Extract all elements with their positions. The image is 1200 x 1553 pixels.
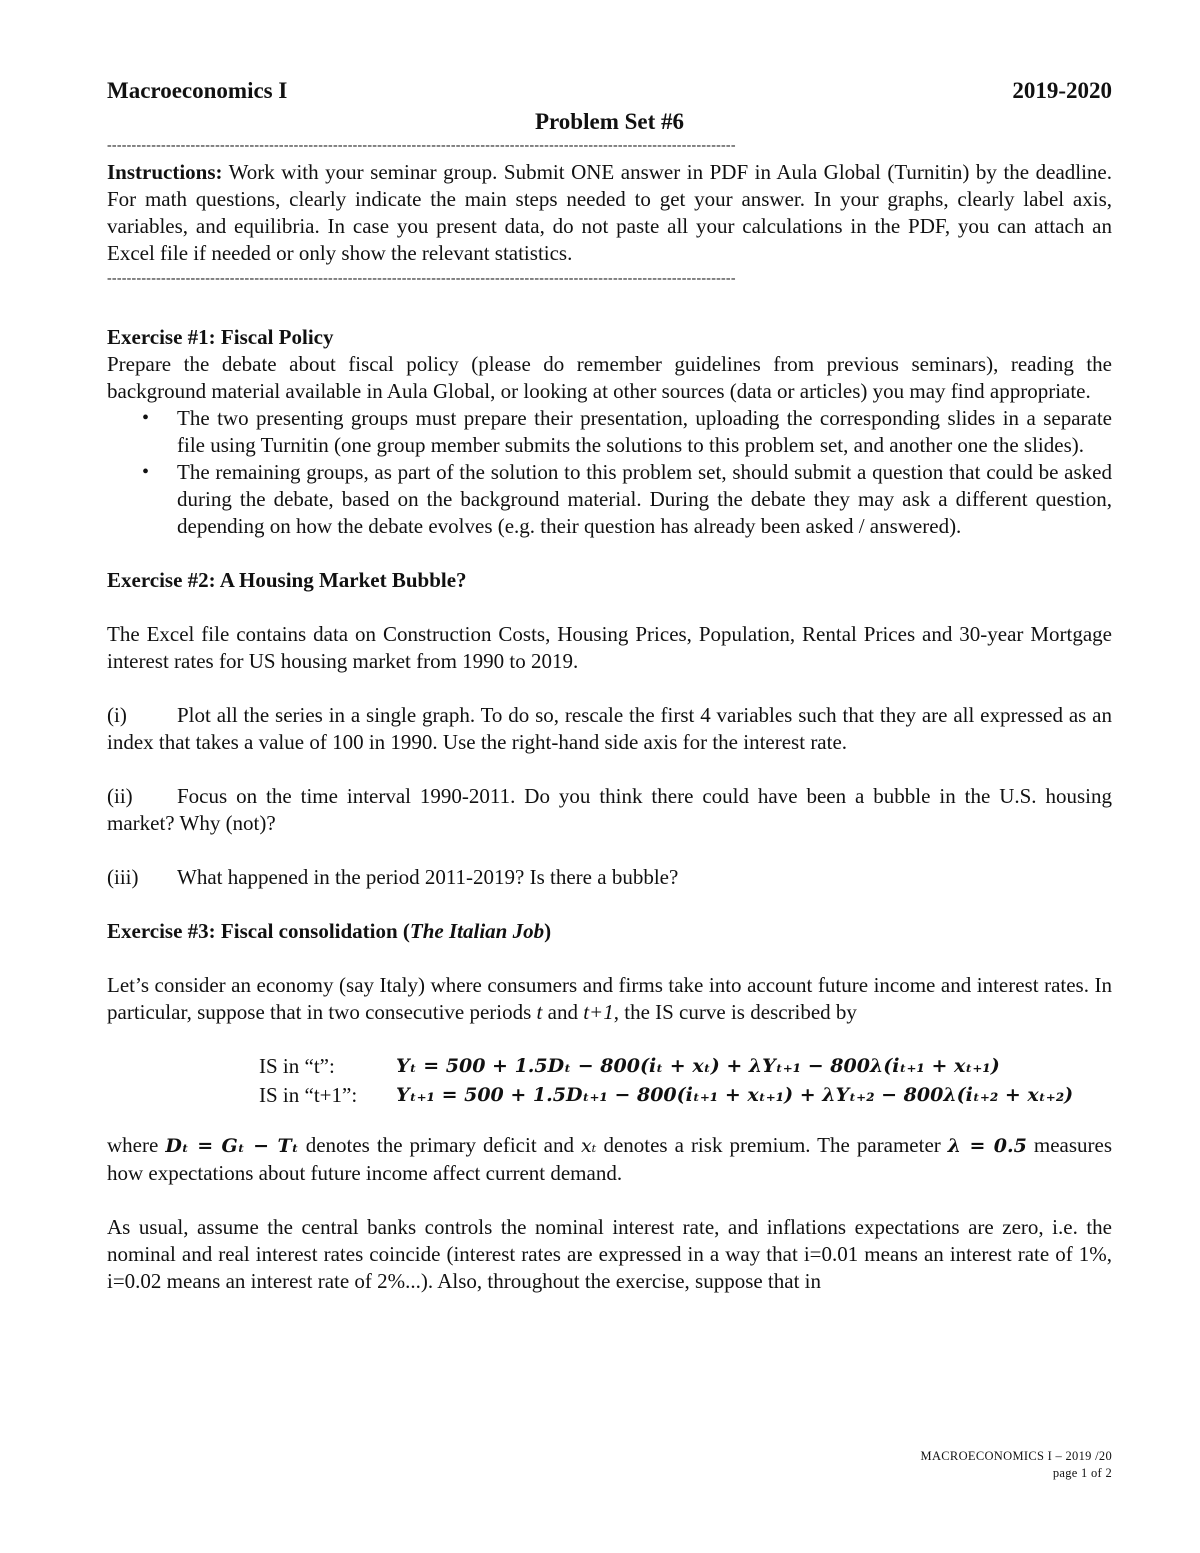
exercise2-heading: Exercise #2: A Housing Market Bubble?	[107, 568, 467, 592]
intro-t1: t+1	[583, 1000, 614, 1024]
exercise1-heading: Exercise #1: Fiscal Policy	[107, 325, 334, 349]
item-label: (ii)	[107, 784, 133, 808]
bullet-item: • The two presenting groups must prepare their presentation, uploading the corresponding slides in a separate file using Turnitin (one group member submits the solutions to this problem set, and another one the slides).	[177, 405, 1112, 459]
exercise2-intro: The Excel file contains data on Construction Costs, Housing Prices, Population, Rental Prices and 30-year Mortgage interest rates for US housing market from 1990 to 2019.	[107, 622, 1112, 673]
instructions	[107, 159, 1112, 267]
equation-row	[259, 1081, 1112, 1110]
academic-year: 2019-2020	[1012, 78, 1112, 103]
exercise1-bullets	[107, 405, 1112, 540]
heading-suffix: )	[544, 919, 552, 943]
equation: Yₜ₊₁ = 500 + 1.5Dₜ₊₁ − 800(iₜ₊₁ + xₜ₊₁) + λYₜ₊₂ − 800λ(iₜ₊₂ + xₜ₊₂)	[396, 1084, 1074, 1106]
heading-prefix: Exercise #3: Fiscal consolidation (	[107, 919, 410, 943]
intro-text: Let’s consider an economy (say Italy) where consumers and firms take into account future income and interest rates. In particular, suppose that in two consecutive periods	[107, 973, 1112, 1024]
exercise1-intro: Prepare the debate about fiscal policy (please do remember guidelines from previous seminars), reading the background material available in Aula Global, or looking at other sources (data or articles) you may find appropriate.	[107, 352, 1112, 403]
is-equations	[259, 1052, 1112, 1110]
footer-course: MACROECONOMICS I – 2019 /20	[920, 1449, 1112, 1463]
equation-label: IS in “t”:	[259, 1054, 335, 1078]
item-label: (i)	[107, 703, 127, 727]
exercise2-item-iii	[107, 864, 1112, 891]
instructions-text: Work with your seminar group. Submit ONE answer in PDF in Aula Global (Turnitin) by the deadline. For math questions, clearly indicate the main steps needed to get your answer. In your graphs, clearly label axis, variables, and equilibria. In case you present data, do not paste all your calculations in the PDF, you can attach an Excel file if needed or only show the relevant statistics.	[107, 160, 1112, 265]
lambda-math: λ = 0.5	[947, 1135, 1027, 1157]
separator-top: --------------------------------------------------------------------------------------------------------------------------------	[107, 138, 736, 153]
course-title: Macroeconomics I	[107, 78, 288, 103]
where-text: denotes a risk premium. The parameter	[596, 1133, 948, 1157]
equation-row	[259, 1052, 1112, 1081]
exercise2-item-ii	[107, 783, 1112, 837]
where-text: measures how expectations about future income affect current demand.	[107, 1133, 1112, 1185]
heading-italic: The Italian Job	[409, 919, 545, 943]
page-footer	[921, 1448, 1112, 1482]
where-text: denotes the primary deficit and	[298, 1133, 582, 1157]
exercise2-item-i	[107, 702, 1112, 756]
where-text: where	[107, 1133, 166, 1157]
equation-label: IS in “t+1”:	[259, 1083, 358, 1107]
exercise3-heading	[107, 918, 1112, 945]
instructions-label: Instructions:	[107, 160, 223, 184]
item-text: Plot all the series in a single graph. To do so, rescale the first 4 variables such that they are all expressed as an index that takes a value of 100 in 1990. Use the right-hand side axis for the interest rate.	[107, 703, 1112, 754]
exercise3-where	[107, 1132, 1112, 1187]
bullet-item: • The remaining groups, as part of the solution to this problem set, should submit a question that could be asked during the debate, based on the background material. During the debate they may ask a different question, depending on how the debate evolves (e.g. their question has already been asked / answered).	[177, 459, 1112, 540]
separator-bottom: --------------------------------------------------------------------------------------------------------------------------------	[107, 271, 736, 286]
document-page	[107, 70, 1112, 1295]
intro-text-end: , the IS curve is described by	[613, 1000, 857, 1024]
item-text: Focus on the time interval 1990-2011. Do you think there could have been a bubble in the U.S. housing market? Why (not)?	[107, 784, 1112, 835]
intro-t: t	[536, 1000, 543, 1024]
intro-and: and	[542, 1000, 584, 1024]
exercise3-intro	[107, 972, 1112, 1026]
deficit-math: Dₜ = Gₜ − Tₜ	[165, 1135, 299, 1157]
page-title: Problem Set #6	[534, 109, 685, 134]
risk-premium-math: xₜ	[581, 1135, 597, 1157]
item-text: What happened in the period 2011-2019? Is there a bubble?	[177, 865, 679, 889]
equation: Yₜ = 500 + 1.5Dₜ − 800(iₜ + xₜ) + λYₜ₊₁ − 800λ(iₜ₊₁ + xₜ₊₁)	[396, 1055, 1000, 1077]
document-header	[107, 74, 1112, 108]
page-number: page 1 of 2	[1052, 1466, 1112, 1480]
item-label: (iii)	[107, 865, 139, 889]
exercise3-final: As usual, assume the central banks controls the nominal interest rate, and inflations expectations are zero, i.e. the nominal and real interest rates coincide (interest rates are expressed in a way that i=0.01 means an interest rate of 1%, i=0.02 means an interest rate of 2%...). Also, throughout the exercise, suppose that in	[107, 1215, 1112, 1293]
